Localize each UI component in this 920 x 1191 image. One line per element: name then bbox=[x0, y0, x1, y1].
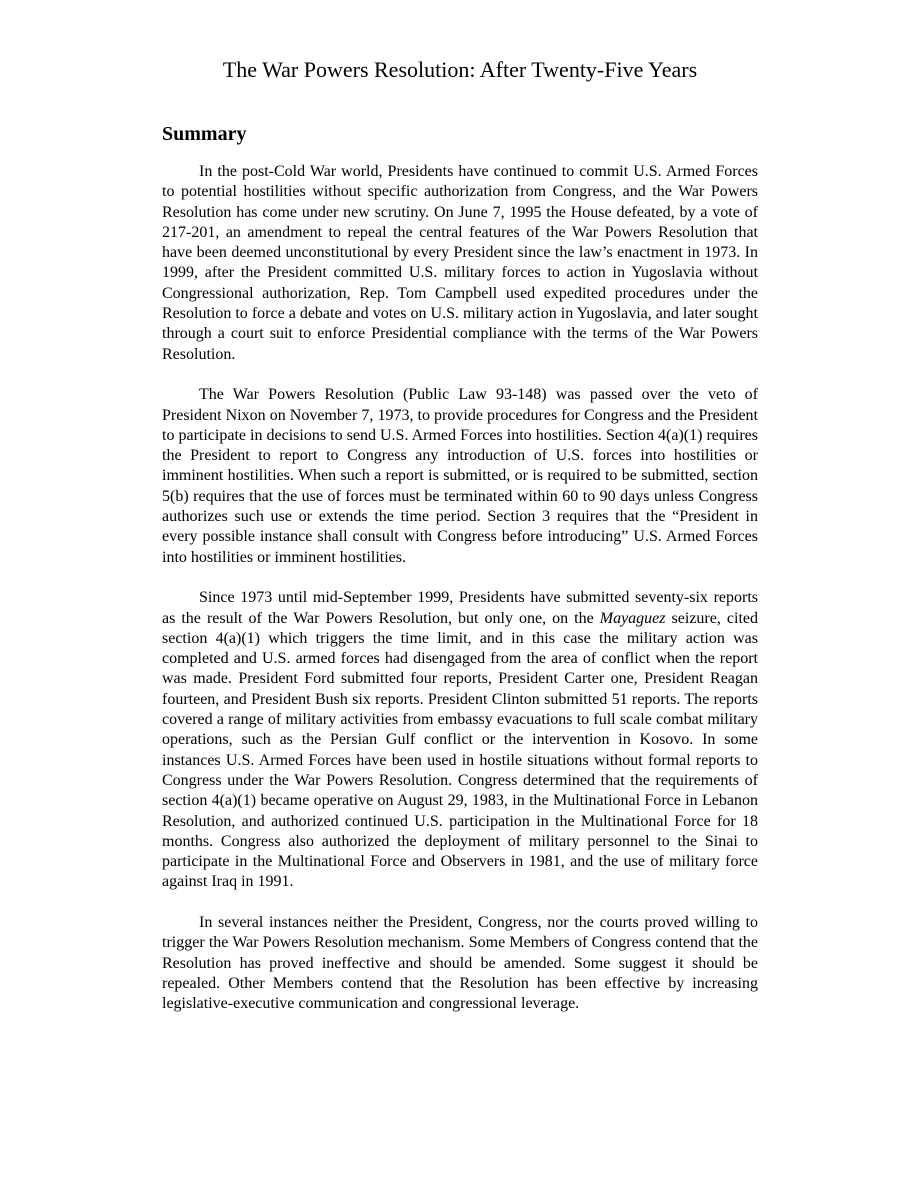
summary-paragraph-4: In several instances neither the President, Congress, nor the courts proved willing to trigger the War Powers Resolution mechanism. Some Members of Congress contend that the Resolution has proved ineffective and should be amended. Some suggest it should be repealed. Other Members contend that the Resolution has been effective by increasing legislative-executive communication and congressional leverage. bbox=[162, 913, 758, 1013]
mayaguez-italic: Mayaguez bbox=[599, 609, 666, 627]
summary-paragraph-1: In the post-Cold War world, Presidents have continued to commit U.S. Armed Forces to potential hostilities without specific authorization from Congress, and the War Powers Resolution has come under new scrutiny. On June 7, 1995 the House defeated, by a vote of 217-201, an amendment to repeal the central features of the War Powers Resolution that have been deemed unconstitutional by every President since the law’s enactment in 1973. In 1999, after the President committed U.S. military forces to action in Yugoslavia without Congressional authorization, Rep. Tom Campbell used expedited procedures under the Resolution to force a debate and votes on U.S. military action in Yugoslavia, and later sought through a court suit to enforce Presidential compliance with the terms of the War Powers Resolution. bbox=[162, 163, 758, 363]
document-page bbox=[162, 56, 758, 1035]
summary-paragraph-3 bbox=[162, 588, 758, 892]
paragraph-3-text-before: Since 1973 until mid-September 1999, Presidents have submitted seventy-six reports as the result of the War Powers Resolution, but only one, on the bbox=[162, 589, 758, 627]
summary-heading: Summary bbox=[162, 123, 247, 145]
document-title: The War Powers Resolution: After Twenty-Five Years bbox=[222, 57, 698, 82]
summary-paragraph-2: The War Powers Resolution (Public Law 93-148) was passed over the veto of President Nixon on November 7, 1973, to provide procedures for Congress and the President to participate in decisions to send U.S. Armed Forces into hostilities. Section 4(a)(1) requires the President to report to Congress any introduction of U.S. forces into hostilities or imminent hostilities. When such a report is submitted, or is required to be submitted, section 5(b) requires that the use of forces must be terminated within 60 to 90 days unless Congress authorizes such use or extends the time period. Section 3 requires that the “President in every possible instance shall consult with Congress before introducing” U.S. Armed Forces into hostilities or imminent hostilities. bbox=[162, 386, 758, 566]
paragraph-3-text-after: seizure, cited section 4(a)(1) which triggers the time limit, and in this case the military action was completed and U.S. armed forces had disengaged from the area of conflict when the report was made. President Ford submitted four reports, President Carter one, President Reagan fourteen, and President Bush six reports. President Clinton submitted 51 reports. The reports covered a range of military activities from embassy evacuations to full scale combat military operations, such as the Persian Gulf conflict or the intervention in Kosovo. In some instances U.S. Armed Forces have been used in hostile situations without formal reports to Congress under the War Powers Resolution. Congress determined that the requirements of section 4(a)(1) became operative on August 29, 1983, in the Multinational Force in Lebanon Resolution, and authorized continued U.S. participation in the Multinational Force for 18 months. Congress also authorized the deployment of military personnel to the Sinai to participate in the Multinational Force and Observers in 1981, and the use of military force against Iraq in 1991. bbox=[162, 609, 758, 891]
